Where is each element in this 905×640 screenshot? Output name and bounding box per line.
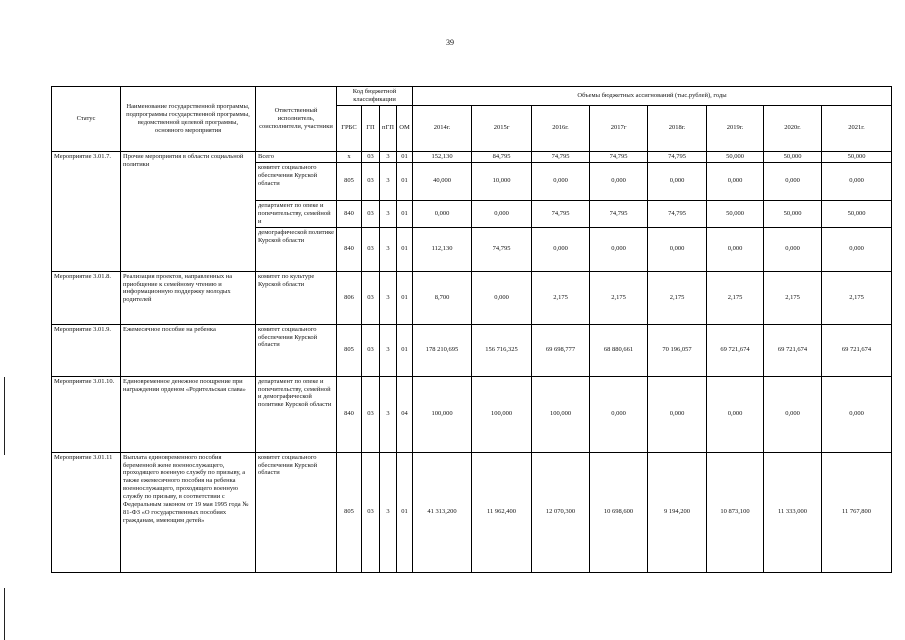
value-cell: 0,000 [590, 227, 648, 271]
header-year: 2021г. [822, 105, 892, 151]
value-cell: 0,000 [822, 376, 892, 452]
grbs-cell: 806 [337, 271, 362, 324]
value-cell: 50,000 [707, 200, 764, 227]
value-cell: 41 313,200 [413, 452, 472, 572]
gp-cell: 03 [362, 200, 380, 227]
gp-cell: 03 [362, 151, 380, 162]
gp-cell: 03 [362, 376, 380, 452]
value-cell: 50,000 [822, 200, 892, 227]
value-cell: 8,700 [413, 271, 472, 324]
value-cell: 11 767,800 [822, 452, 892, 572]
value-cell: 2,175 [707, 271, 764, 324]
status-cell: Мероприятие 3.01.10. [52, 376, 121, 452]
value-cell: 9 194,200 [648, 452, 707, 572]
pgp-cell: 3 [380, 227, 397, 271]
om-cell: 01 [397, 452, 413, 572]
gp-cell: 03 [362, 162, 380, 200]
status-cell: Мероприятие 3.01.8. [52, 271, 121, 324]
value-cell: 74,795 [648, 151, 707, 162]
responsible-cell: комитет по культуре Курской области [256, 271, 337, 324]
value-cell: 74,795 [590, 151, 648, 162]
value-cell: 0,000 [707, 227, 764, 271]
header-status: Статус [52, 87, 121, 152]
value-cell: 0,000 [764, 162, 822, 200]
value-cell: 69 698,777 [532, 324, 590, 376]
header-volume-group: Объемы бюджетных ассигнований (тыс.рублей), годы [413, 87, 892, 106]
table-row [52, 271, 892, 324]
value-cell: 0,000 [822, 162, 892, 200]
header-grbs: ГРБС [337, 105, 362, 151]
value-cell: 10 698,600 [590, 452, 648, 572]
value-cell: 2,175 [648, 271, 707, 324]
header-pgp: пГП [380, 105, 397, 151]
value-cell: 68 880,661 [590, 324, 648, 376]
pgp-cell: 3 [380, 200, 397, 227]
value-cell: 112,130 [413, 227, 472, 271]
grbs-cell: 840 [337, 376, 362, 452]
value-cell: 70 196,057 [648, 324, 707, 376]
value-cell: 50,000 [764, 151, 822, 162]
page-number: 39 [446, 38, 454, 47]
value-cell: 40,000 [413, 162, 472, 200]
value-cell: 11 333,000 [764, 452, 822, 572]
name-cell: Выплата единовременного пособия беременной жене военнослужащего, проходящего военную службу по призыву, а также ежемесячного пособия на ребенка военнослужащего, проходящего военную службу по призыву, в соответствии с Федеральным законом от 19 мая 1995 года № 81-ФЗ «О государственных пособиях гражданам, имеющим детей» [121, 452, 256, 572]
binding-rule [4, 588, 5, 640]
pgp-cell: 3 [380, 271, 397, 324]
value-cell: 0,000 [472, 271, 532, 324]
table-row [52, 151, 892, 162]
value-cell: 156 716,325 [472, 324, 532, 376]
header-name: Наименование государственной программы, подпрограммы государственной программы, ведомственной целевой программы, основного мероприятия [121, 87, 256, 152]
value-cell: 2,175 [822, 271, 892, 324]
header-year: 2017г [590, 105, 648, 151]
table-row [52, 452, 892, 572]
value-cell: 69 721,674 [764, 324, 822, 376]
value-cell: 0,000 [532, 162, 590, 200]
gp-cell: 03 [362, 324, 380, 376]
value-cell: 0,000 [648, 376, 707, 452]
name-cell: Ежемесячное пособие на ребенка [121, 324, 256, 376]
header-year: 2016г. [532, 105, 590, 151]
header-code-group: Код бюджетной классификации [337, 87, 413, 106]
value-cell: 50,000 [764, 200, 822, 227]
status-cell: Мероприятие 3.01.9. [52, 324, 121, 376]
om-cell: 01 [397, 162, 413, 200]
value-cell: 2,175 [764, 271, 822, 324]
value-cell: 0,000 [472, 200, 532, 227]
value-cell: 100,000 [413, 376, 472, 452]
value-cell: 100,000 [532, 376, 590, 452]
pgp-cell: 3 [380, 162, 397, 200]
value-cell: 50,000 [707, 151, 764, 162]
responsible-cell: департамент по опеке и попечительству, семейной и демографической политике Курской области [256, 376, 337, 452]
header-om: ОМ [397, 105, 413, 151]
value-cell: 0,000 [822, 227, 892, 271]
value-cell: 74,795 [472, 227, 532, 271]
value-cell: 0,000 [648, 162, 707, 200]
responsible-cell: демографической политике Курской области [256, 227, 337, 271]
name-cell: Единовременное денежное поощрение при награждении орденом «Родительская слава» [121, 376, 256, 452]
responsible-cell: Всего [256, 151, 337, 162]
pgp-cell: 3 [380, 324, 397, 376]
gp-cell: 03 [362, 452, 380, 572]
header-year: 2019г. [707, 105, 764, 151]
responsible-cell: департамент по опеке и попечительству, семейной и [256, 200, 337, 227]
budget-table [51, 86, 892, 573]
value-cell: 74,795 [648, 200, 707, 227]
value-cell: 0,000 [590, 162, 648, 200]
grbs-cell: 805 [337, 452, 362, 572]
value-cell: 178 210,695 [413, 324, 472, 376]
name-cell: Реализация проектов, направленных на приобщение к семейному чтению и информационную поддержку молодых родителей [121, 271, 256, 324]
value-cell: 84,795 [472, 151, 532, 162]
binding-rule [4, 377, 5, 455]
value-cell: 0,000 [648, 227, 707, 271]
name-cell: Прочие мероприятия в области социальной политики [121, 151, 256, 271]
value-cell: 152,130 [413, 151, 472, 162]
value-cell: 10,000 [472, 162, 532, 200]
header-gp: ГП [362, 105, 380, 151]
value-cell: 74,795 [532, 200, 590, 227]
header-year: 2014г. [413, 105, 472, 151]
table-row [52, 324, 892, 376]
om-cell: 04 [397, 376, 413, 452]
header-year: 2020г. [764, 105, 822, 151]
om-cell: 01 [397, 271, 413, 324]
pgp-cell: 3 [380, 452, 397, 572]
value-cell: 10 873,100 [707, 452, 764, 572]
value-cell: 12 070,300 [532, 452, 590, 572]
value-cell: 69 721,674 [822, 324, 892, 376]
gp-cell: 03 [362, 271, 380, 324]
value-cell: 74,795 [532, 151, 590, 162]
value-cell: 0,000 [764, 376, 822, 452]
value-cell: 0,000 [707, 162, 764, 200]
value-cell: 0,000 [413, 200, 472, 227]
header-year: 2015г [472, 105, 532, 151]
om-cell: 01 [397, 324, 413, 376]
pgp-cell: 3 [380, 151, 397, 162]
value-cell: 74,795 [590, 200, 648, 227]
value-cell: 11 962,400 [472, 452, 532, 572]
value-cell: 0,000 [764, 227, 822, 271]
table-row [52, 376, 892, 452]
grbs-cell: 840 [337, 227, 362, 271]
value-cell: 0,000 [707, 376, 764, 452]
grbs-cell: х [337, 151, 362, 162]
header-year: 2018г. [648, 105, 707, 151]
om-cell: 01 [397, 151, 413, 162]
value-cell: 0,000 [532, 227, 590, 271]
value-cell: 2,175 [590, 271, 648, 324]
value-cell: 100,000 [472, 376, 532, 452]
responsible-cell: комитет социального обеспечения Курской области [256, 324, 337, 376]
om-cell: 01 [397, 200, 413, 227]
value-cell: 0,000 [590, 376, 648, 452]
status-cell: Мероприятие 3.01.7. [52, 151, 121, 271]
om-cell: 01 [397, 227, 413, 271]
value-cell: 69 721,674 [707, 324, 764, 376]
status-cell: Мероприятие 3.01.11 [52, 452, 121, 572]
gp-cell: 03 [362, 227, 380, 271]
responsible-cell: комитет социального обеспечения Курской области [256, 452, 337, 572]
value-cell: 2,175 [532, 271, 590, 324]
responsible-cell: комитет социального обеспечения Курской области [256, 162, 337, 200]
pgp-cell: 3 [380, 376, 397, 452]
grbs-cell: 805 [337, 162, 362, 200]
grbs-cell: 805 [337, 324, 362, 376]
header-responsible: Ответственный исполнитель, соисполнители, участники [256, 87, 337, 152]
grbs-cell: 840 [337, 200, 362, 227]
value-cell: 50,000 [822, 151, 892, 162]
